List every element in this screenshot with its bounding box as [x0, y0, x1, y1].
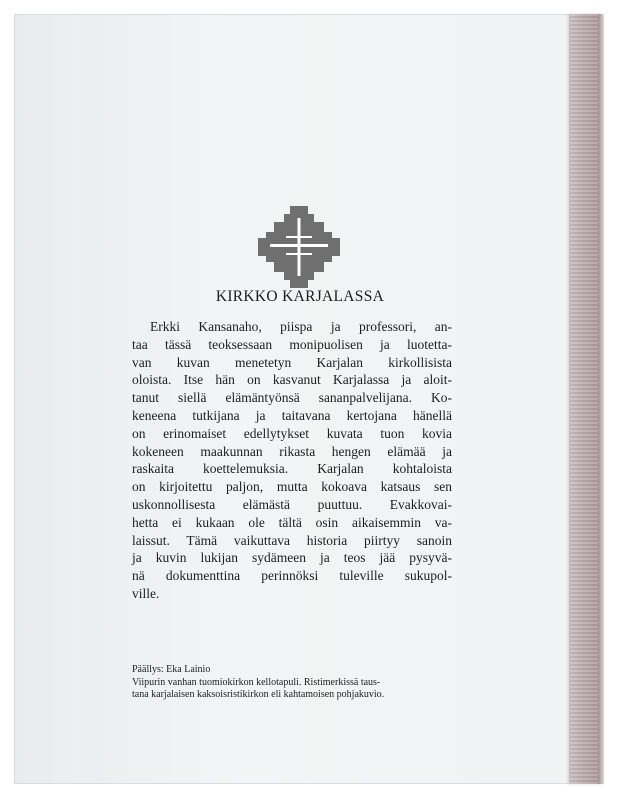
description-line: hetta ei kukaan ole tältä osin aikaisemmin va-	[132, 514, 452, 530]
description-line: on kirjoitettu paljon, mutta kokoava katsaus sen	[132, 479, 452, 495]
credits-line: Päällys: Eka Lainio	[132, 664, 211, 675]
cover-credits	[132, 664, 472, 702]
credits-line: Viipurin vanhan tuomiokirkon kellotapuli. Ristimerkissä taus-	[132, 676, 381, 688]
book-title: KIRKKO KARJALASSA	[215, 288, 385, 305]
description-line: ville.	[132, 585, 160, 601]
description-line: ja kuvin lukijan sydämeen ja teos jää pysyvä-	[132, 550, 452, 566]
description-line: oloista. Itse hän on kasvanut Karjalassa ja aloit-	[132, 372, 452, 388]
spine-edge	[598, 14, 604, 784]
description-line: tanut siellä elämäntyönsä sananpalvelijana. Ko-	[132, 390, 452, 406]
description-line: kokeneen maakunnan rikasta hengen elämää ja	[132, 443, 452, 459]
description-line: laissut. Tämä vaikuttava historia piirtyy sanoin	[132, 532, 452, 548]
description-line: taa tässä teoksessaan monipuolisen ja luotetta-	[132, 336, 452, 352]
credits-line: tana karjalaisen kaksoisristikirkon eli kahtamoisen pohjakuvio.	[132, 689, 385, 701]
description-line: raskaita koettelemuksia. Karjalan kohtaloista	[132, 461, 452, 477]
description-line: Erkki Kansanaho, piispa ja professori, an-	[150, 319, 452, 334]
description-line: on erinomaiset edellytykset kuvata tuon kovia	[132, 425, 452, 441]
description-line: van kuvan menetetyn Karjalan kirkollisista	[132, 354, 452, 370]
description-line: uskonnollisesta elämästä puuttuu. Evakkovai-	[132, 496, 452, 512]
description-line: keneena tutkijana ja taitavana kertojana hänellä	[132, 407, 452, 423]
double-cross-emblem-icon	[258, 206, 340, 288]
book-description	[132, 318, 452, 603]
description-line: nä dokumenttina perinnöksi tuleville sukupol-	[132, 568, 452, 584]
